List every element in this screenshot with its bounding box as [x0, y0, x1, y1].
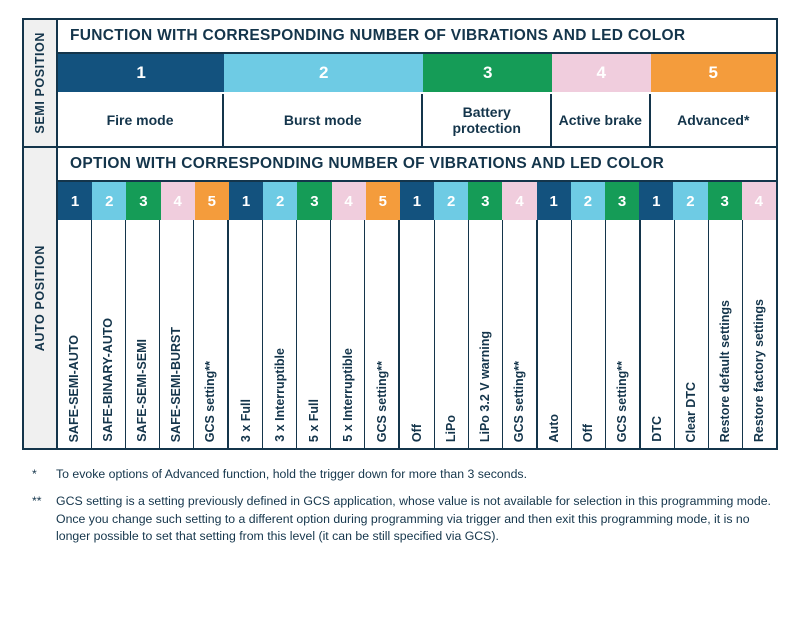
auto-number-band [58, 182, 776, 220]
auto-option-cell [365, 220, 400, 448]
semi-number-cell: 2 [224, 54, 423, 92]
auto-option-cell [229, 220, 263, 448]
auto-option-label: GCS setting** [203, 360, 218, 442]
auto-option-cell [331, 220, 365, 448]
auto-option-band [58, 220, 776, 448]
auto-number-cell: 5 [195, 182, 229, 220]
footnote-marker: ** [32, 493, 42, 508]
auto-option-label: LiPo 3.2 V warning [477, 330, 492, 442]
auto-number-cell: 5 [366, 182, 400, 220]
auto-option-label: Auto [546, 413, 561, 442]
auto-option-cell [538, 220, 572, 448]
auto-option-label: 3 x Interruptible [272, 348, 287, 442]
auto-option-cell [435, 220, 469, 448]
auto-position-side-label-text: AUTO POSITION [33, 244, 47, 352]
auto-option-label: Off [409, 423, 424, 442]
semi-position-body [58, 20, 776, 146]
semi-number-cell: 5 [651, 54, 776, 92]
auto-number-cell: 3 [605, 182, 639, 220]
auto-option-cell [92, 220, 126, 448]
auto-option-label: Restore default settings [718, 299, 733, 442]
auto-option-cell [469, 220, 503, 448]
auto-option-cell [675, 220, 709, 448]
auto-number-cell: 2 [571, 182, 605, 220]
auto-number-cell: 1 [229, 182, 263, 220]
auto-number-cell: 1 [58, 182, 92, 220]
auto-position-side-label [24, 148, 58, 448]
auto-option-label: SAFE-SEMI-SEMI [135, 339, 150, 442]
semi-number-band [58, 54, 776, 92]
auto-option-label: SAFE-BINARY-AUTO [101, 318, 116, 442]
semi-function-cell: Battery protection [423, 94, 552, 146]
auto-number-cell: 4 [332, 182, 366, 220]
auto-option-cell [58, 220, 92, 448]
auto-number-cell: 4 [742, 182, 776, 220]
auto-number-cell: 1 [537, 182, 571, 220]
auto-option-cell [126, 220, 160, 448]
footnote [32, 493, 774, 546]
auto-option-label: GCS setting** [374, 360, 389, 442]
auto-option-cell [160, 220, 194, 448]
semi-position-section [24, 20, 776, 148]
semi-position-side-label-text: SEMI POSITION [33, 32, 47, 134]
auto-option-cell [743, 220, 776, 448]
footnote [32, 466, 774, 484]
auto-number-cell: 1 [400, 182, 434, 220]
auto-option-cell [194, 220, 229, 448]
auto-position-header: OPTION WITH CORRESPONDING NUMBER OF VIBRATIONS AND LED COLOR [58, 148, 776, 182]
auto-option-label: 5 x Interruptible [340, 348, 355, 442]
semi-function-cell: Advanced* [677, 111, 750, 128]
auto-option-cell [641, 220, 675, 448]
semi-number-cell: 3 [423, 54, 552, 92]
auto-number-cell: 3 [708, 182, 742, 220]
auto-position-body [58, 148, 776, 448]
auto-number-cell: 3 [297, 182, 331, 220]
auto-number-cell: 2 [263, 182, 297, 220]
auto-number-cell: 4 [502, 182, 536, 220]
auto-option-cell [297, 220, 331, 448]
programming-table [22, 18, 778, 450]
footnotes [32, 466, 774, 546]
auto-number-cell: 1 [639, 182, 673, 220]
auto-number-cell: 3 [126, 182, 160, 220]
auto-number-cell: 2 [434, 182, 468, 220]
auto-option-label: GCS setting** [615, 360, 630, 442]
semi-number-cell: 1 [58, 54, 224, 92]
auto-number-cell: 2 [92, 182, 126, 220]
semi-function-band [58, 92, 776, 146]
footnote-text: To evoke options of Advanced function, hold the trigger down for more than 3 seconds. [56, 467, 527, 481]
semi-position-side-label [24, 20, 58, 146]
semi-position-header: FUNCTION WITH CORRESPONDING NUMBER OF VIBRATIONS AND LED COLOR [58, 20, 776, 54]
footnote-text: GCS setting is a setting previously defined in GCS application, whose value is not available for selection in this programming mode. Once you change such setting to a different option during programming via trigger and then exit this programming mode, it is no longer possible to set that setting from this level (it can be still specified via GCS). [56, 493, 771, 544]
auto-option-label: Clear DTC [684, 381, 699, 442]
auto-option-cell [606, 220, 641, 448]
auto-number-cell: 2 [673, 182, 707, 220]
auto-position-section [24, 148, 776, 448]
auto-option-label: SAFE-SEMI-BURST [169, 326, 184, 442]
auto-option-label: Off [580, 423, 595, 442]
semi-number-cell: 4 [552, 54, 651, 92]
semi-function-cell: Active brake [552, 94, 651, 146]
auto-option-label: Restore factory settings [752, 298, 767, 442]
semi-function-cell: Burst mode [224, 94, 423, 146]
auto-number-cell: 3 [468, 182, 502, 220]
auto-option-label: LiPo [443, 414, 458, 442]
auto-option-cell [572, 220, 606, 448]
auto-option-label: DTC [650, 416, 665, 442]
auto-option-label: SAFE-SEMI-AUTO [67, 334, 82, 442]
footnote-marker: * [32, 467, 37, 481]
semi-function-cell: Fire mode [58, 94, 224, 146]
auto-option-label: GCS setting** [511, 360, 526, 442]
auto-option-label: 3 x Full [238, 398, 253, 442]
auto-option-cell [400, 220, 434, 448]
auto-option-label: 5 x Full [306, 398, 321, 442]
auto-number-cell: 4 [161, 182, 195, 220]
auto-option-cell [709, 220, 743, 448]
auto-option-cell [503, 220, 538, 448]
auto-option-cell [263, 220, 297, 448]
